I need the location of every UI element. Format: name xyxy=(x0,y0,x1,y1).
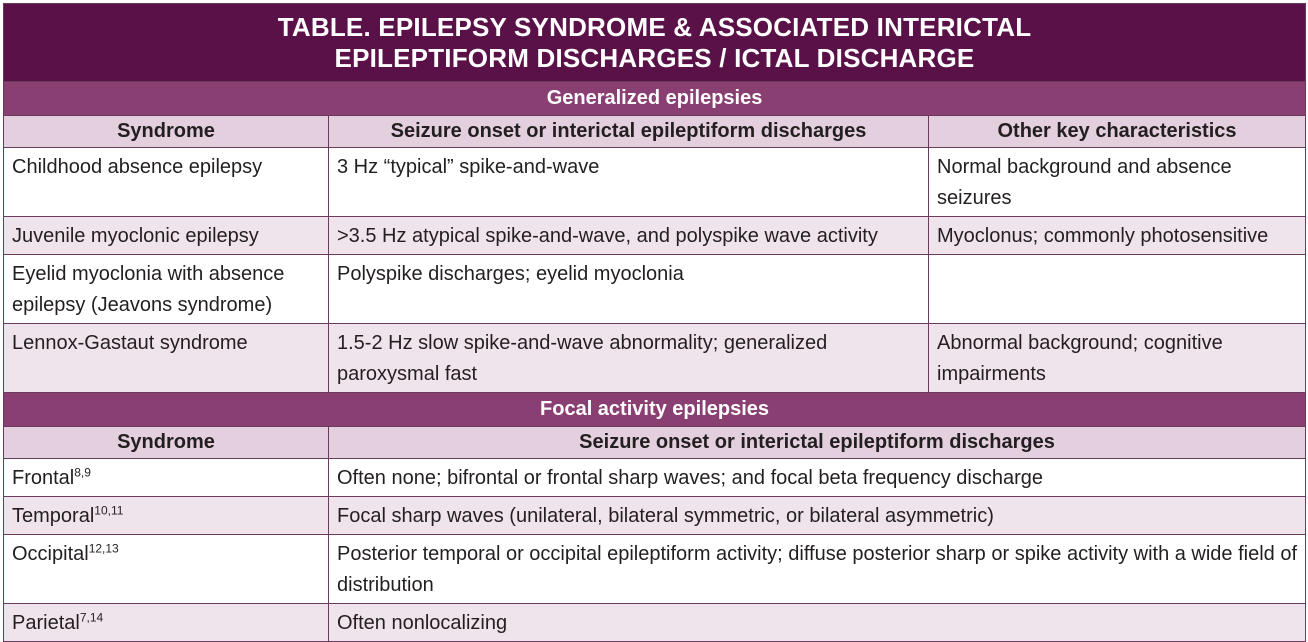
header-row-generalized xyxy=(4,116,1306,148)
column-header-onset: Seizure onset or interictal epileptiform discharges xyxy=(329,427,1306,459)
column-header-onset: Seizure onset or interictal epileptiform discharges xyxy=(329,116,929,148)
onset-cell: 1.5-2 Hz slow spike-and-wave abnormality; generalized paroxysmal fast xyxy=(329,324,929,393)
onset-cell: Often nonlocalizing xyxy=(329,604,1306,642)
other-cell: Normal background and absence seizures xyxy=(929,148,1306,217)
reference-superscript: 12,13 xyxy=(88,541,119,556)
table-title-line-2: EPILEPTIFORM DISCHARGES / ICTAL DISCHARGE xyxy=(334,43,975,73)
onset-cell: >3.5 Hz atypical spike-and-wave, and polyspike wave activity xyxy=(329,217,929,255)
onset-cell: Often none; bifrontal or frontal sharp waves; and focal beta frequency discharge xyxy=(329,459,1306,497)
column-header-syndrome: Syndrome xyxy=(4,116,329,148)
table-row xyxy=(4,148,1306,217)
table-title xyxy=(4,4,1306,82)
onset-cell: Polyspike discharges; eyelid myoclonia xyxy=(329,255,929,324)
syndrome-name: Parietal xyxy=(12,612,80,634)
table-row xyxy=(4,217,1306,255)
reference-superscript: 10,11 xyxy=(94,503,124,518)
table-row xyxy=(4,604,1306,642)
section-row-focal xyxy=(4,393,1306,427)
syndrome-cell: Eyelid myoclonia with absence epilepsy (Jeavons syndrome) xyxy=(4,255,329,324)
other-cell xyxy=(929,255,1306,324)
onset-cell: 3 Hz “typical” spike-and-wave xyxy=(329,148,929,217)
reference-superscript: 8,9 xyxy=(74,465,91,480)
onset-cell: Focal sharp waves (unilateral, bilateral symmetric, or bilateral asymmetric) xyxy=(329,497,1306,535)
reference-superscript: 7,14 xyxy=(79,610,104,625)
syndrome-cell: Juvenile myoclonic epilepsy xyxy=(4,217,329,255)
title-row xyxy=(4,4,1306,82)
syndrome-name: Frontal xyxy=(12,467,75,489)
table-row xyxy=(4,324,1306,393)
section-row-generalized xyxy=(4,82,1306,116)
column-header-other: Other key characteristics xyxy=(929,116,1306,148)
syndrome-cell: Childhood absence epilepsy xyxy=(4,148,329,217)
table-row xyxy=(4,459,1306,497)
table-row xyxy=(4,255,1306,324)
header-row-focal xyxy=(4,427,1306,459)
table-row xyxy=(4,497,1306,535)
section-heading-focal: Focal activity epilepsies xyxy=(4,393,1306,427)
syndrome-cell xyxy=(4,604,329,642)
syndrome-name: Occipital xyxy=(12,543,89,565)
syndrome-cell xyxy=(4,535,329,604)
syndrome-cell xyxy=(4,497,329,535)
onset-cell: Posterior temporal or occipital epileptiform activity; diffuse posterior sharp or spike activity with a wide field of distribution xyxy=(329,535,1306,604)
syndrome-cell: Lennox-Gastaut syndrome xyxy=(4,324,329,393)
column-header-syndrome: Syndrome xyxy=(4,427,329,459)
other-cell: Myoclonus; commonly photosensitive xyxy=(929,217,1306,255)
section-heading-generalized: Generalized epilepsies xyxy=(4,82,1306,116)
table-row xyxy=(4,535,1306,604)
syndrome-cell xyxy=(4,459,329,497)
epilepsy-syndrome-table xyxy=(3,3,1306,642)
other-cell: Abnormal background; cognitive impairments xyxy=(929,324,1306,393)
syndrome-name: Temporal xyxy=(12,505,95,527)
table-title-line-1: TABLE. EPILEPSY SYNDROME & ASSOCIATED INTERICTAL xyxy=(277,12,1032,42)
